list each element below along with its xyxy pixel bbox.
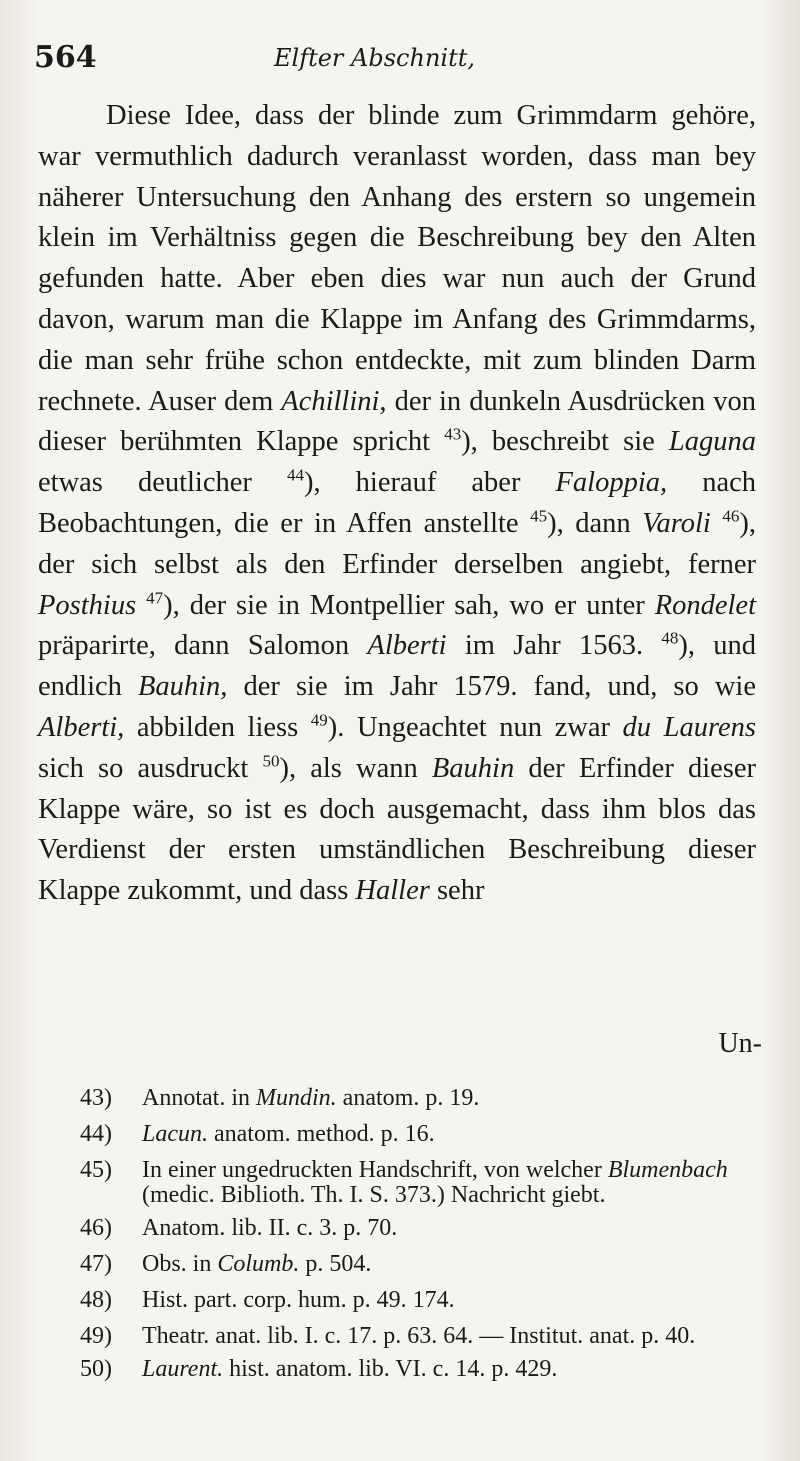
footnote-italic: Blumenbach (607, 1157, 728, 1183)
footnote (80, 1158, 770, 1208)
name-faloppia: Faloppia, (555, 467, 668, 499)
text-run: Diese Idee, dass der blinde zum Grimmdarm gehöre, war vermuthlich dadurch veranlasst worden, dass man bey näherer Untersuchung den Anhang des erstern so ungemein klein im Verhältniss gegen die Beschreibung bey den Alten gefunden hatte. Aber eben dies war nun auch der Grund davon, warum man die Klappe im Anfang des Grimmdarms, die man sehr frühe schon entdeckte, mit zum blinden Darm rechnete. Auser dem (38, 100, 756, 417)
footnote-ref-48: 48 (661, 628, 679, 648)
footnote-ref-50: 50 (262, 751, 280, 771)
footnote-ref-45: 45 (530, 506, 548, 526)
text-run: sehr (429, 875, 485, 907)
footnote-number: 49) (80, 1323, 112, 1349)
footnote-number: 45) (80, 1157, 112, 1183)
footnote-number: 48) (80, 1287, 112, 1313)
footnote-number: 50) (80, 1356, 112, 1382)
footnote (80, 1357, 770, 1382)
name-bauhin: Bauhin (431, 752, 515, 784)
text-run: ), hierauf aber (303, 467, 556, 499)
footnote-ref-49: 49 (310, 710, 328, 730)
footnote-number: 44) (80, 1121, 112, 1147)
footnote-italic: Columb. (217, 1251, 300, 1277)
footnote-text: Hist. part. corp. hum. p. 49. 174. (142, 1287, 455, 1313)
footnote-ref-47: 47 (146, 588, 164, 608)
footnote-ref-43: 43 (444, 424, 462, 444)
page-header (34, 40, 760, 80)
name-posthius: Posthius (38, 589, 137, 621)
name-bauhin: Bauhin, (137, 671, 228, 703)
text-run: der in dunkeln Ausdrücken von dieser berühmten Klappe spricht (38, 385, 756, 458)
name-rondelet: Rondelet (654, 589, 756, 621)
footnote (80, 1252, 770, 1277)
running-head: Elfter Abschnitt, (274, 44, 475, 72)
footnote-text: (medic. Biblioth. Th. I. S. 373.) Nachricht giebt. (142, 1182, 606, 1208)
text-run: etwas deutlicher (38, 467, 287, 499)
footnote-text: Obs. in (142, 1251, 218, 1277)
footnote (80, 1216, 770, 1241)
text-run: ), der sich selbst als den Erfinder derselben angiebt, ferner (38, 507, 757, 580)
footnote (80, 1086, 770, 1111)
footnote-italic: Lacun. (142, 1121, 208, 1147)
footnote-text: hist. anatom. lib. VI. c. 14. p. 429. (223, 1356, 558, 1382)
text-run: nach Beobachtungen, die er in Affen anstellte (38, 467, 756, 539)
name-alberti: Alberti (367, 630, 447, 662)
footnote-text: Annotat. in (142, 1085, 256, 1111)
text-run: der sie im Jahr 1579. fand, und, so wie (227, 671, 756, 703)
footnote (80, 1288, 770, 1313)
text-run: ), dann (547, 507, 643, 539)
name-laguna: Laguna (668, 426, 756, 458)
footnote-number: 47) (80, 1251, 112, 1277)
catchword: Un- (718, 1028, 762, 1059)
text-run: ), beschreibt sie (461, 426, 669, 458)
footnote-text: In einer ungedruckten Handschrift, von welcher (142, 1157, 608, 1183)
footnote-italic: Laurent. (142, 1356, 224, 1382)
name-alberti: Alberti, (38, 711, 125, 743)
text-run: ). Ungeachtet nun zwar (327, 711, 623, 743)
footnote (80, 1324, 770, 1349)
text-run: ), als wann (279, 752, 432, 784)
footnote (80, 1122, 770, 1147)
name-achillini: Achillini, (281, 385, 387, 417)
text-run: der Erfinder dieser Klappe wäre, so ist es doch ausgemacht, dass ihm blos das Verdienst der ersten umständlichen Beschreibung dieser Klappe zukommt, und dass (38, 752, 756, 907)
name-haller: Haller (355, 875, 430, 907)
footnote-italic: Mundin. (256, 1085, 337, 1111)
main-paragraph (38, 96, 756, 912)
footnote-text: anatom. method. p. 16. (208, 1121, 435, 1147)
footnote-ref-44: 44 (286, 465, 304, 485)
footnote-text: Anatom. lib. II. c. 3. p. 70. (142, 1215, 398, 1241)
footnote-number: 43) (80, 1085, 112, 1111)
footnote-text: p. 504. (299, 1251, 372, 1277)
page-number: 564 (34, 40, 97, 75)
text-run: im Jahr 1563. (446, 630, 662, 662)
name-varoli: Varoli (642, 507, 711, 539)
footnote-text: Theatr. anat. lib. I. c. 17. p. 63. 64. — Institut. anat. p. 40. (142, 1323, 696, 1349)
footnotes (80, 1086, 770, 1393)
footnote-ref-46: 46 (722, 506, 740, 526)
text-run: sich so ausdruckt (38, 752, 263, 784)
text-run: abbilden liess (124, 711, 311, 743)
footnote-number: 46) (80, 1215, 112, 1241)
footnote-text: anatom. p. 19. (336, 1085, 480, 1111)
text-run: ), und endlich (38, 630, 756, 703)
text-run: präparirte, dann Salomon (38, 630, 368, 662)
name-du-laurens: du Laurens (622, 711, 756, 743)
text-run: ), der sie in Montpellier sah, wo er unter (163, 589, 655, 621)
